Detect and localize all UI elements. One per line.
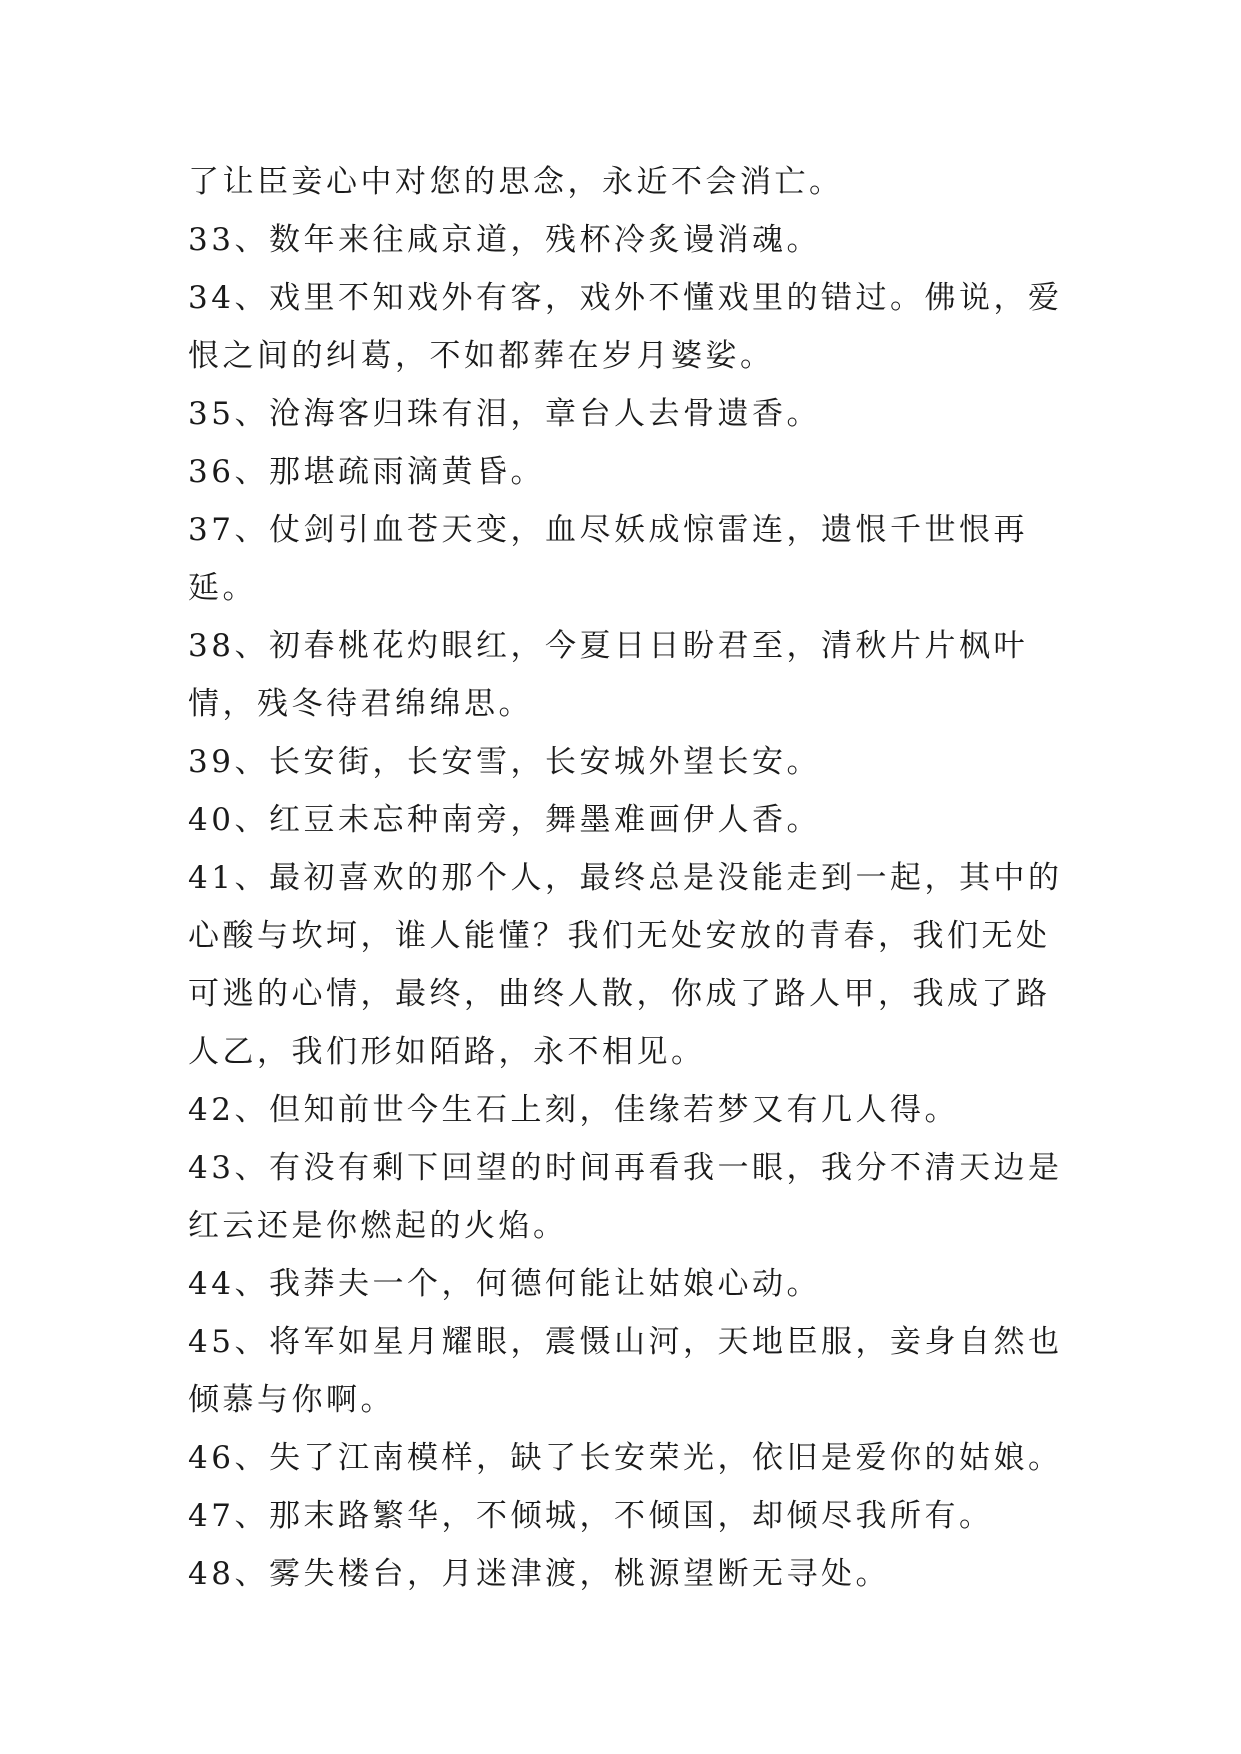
list-item-41: 41、最初喜欢的那个人，最终总是没能走到一起，其中的心酸与坎坷，谁人能懂？我们无处安放的青春，我们无处可逃的心情，最终，曲终人散，你成了路人甲，我成了路人乙，我们形如陌路，永不相见。	[188, 860, 1063, 1070]
list-item-38: 38、初春桃花灼眼红，今夏日日盼君至，清秋片片枫叶情，残冬待君绵绵思。	[188, 628, 1028, 722]
list-item-48: 48、雾失楼台，月迷津渡，桃源望断无寻处。	[188, 1556, 890, 1592]
list-item-34: 34、戏里不知戏外有客，戏外不懂戏里的错过。佛说，爱恨之间的纠葛，不如都葬在岁月婆娑。	[188, 280, 1063, 374]
list-item-43: 43、有没有剩下回望的时间再看我一眼，我分不清天边是红云还是你燃起的火焰。	[188, 1150, 1063, 1244]
list-item-37: 37、仗剑引血苍天变，血尽妖成惊雷连，遗恨千世恨再延。	[188, 512, 1028, 606]
list-item-47: 47、那末路繁华，不倾城，不倾国，却倾尽我所有。	[188, 1498, 994, 1534]
list-item-45: 45、将军如星月耀眼，震慑山河，天地臣服，妾身自然也倾慕与你啊。	[188, 1324, 1063, 1418]
list-item-46: 46、失了江南模样，缺了长安荣光，依旧是爱你的姑娘。	[188, 1440, 1063, 1476]
list-item-33: 33、数年来往咸京道，残杯冷炙谩消魂。	[188, 222, 821, 258]
list-item-39: 39、长安街，长安雪，长安城外望长安。	[188, 744, 821, 780]
text-line: 了让臣妾心中对您的思念，永近不会消亡。	[188, 164, 844, 200]
list-item-44: 44、我莽夫一个，何德何能让姑娘心动。	[188, 1266, 821, 1302]
list-item-36: 36、那堪疏雨滴黄昏。	[188, 454, 545, 490]
list-item-35: 35、沧海客归珠有泪，章台人去骨遗香。	[188, 396, 821, 432]
list-item-40: 40、红豆未忘种南旁，舞墨难画伊人香。	[188, 802, 821, 838]
document-body	[188, 153, 1073, 1603]
list-item-42: 42、但知前世今生石上刻，佳缘若梦又有几人得。	[188, 1092, 959, 1128]
